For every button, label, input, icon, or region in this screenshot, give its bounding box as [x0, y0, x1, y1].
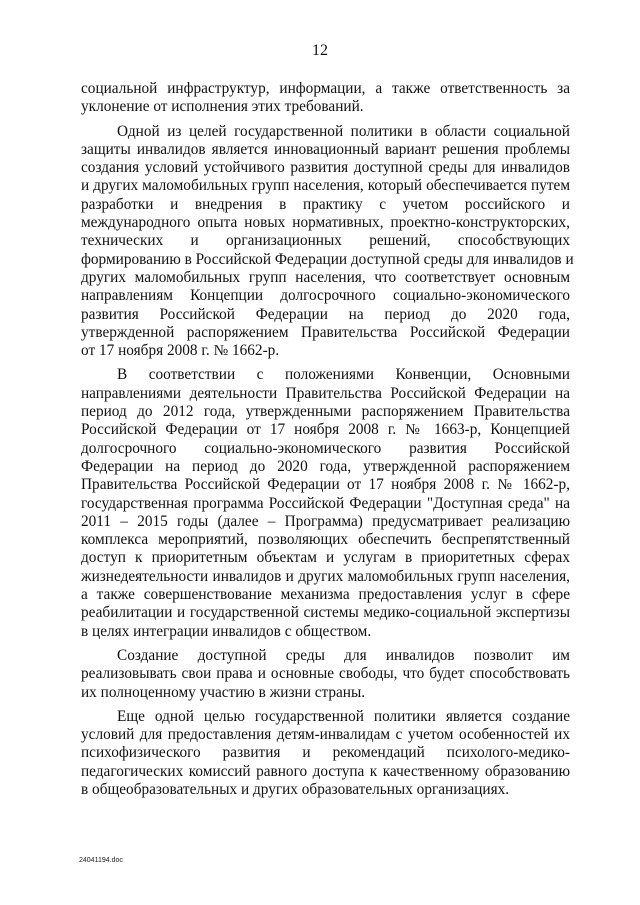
text-line: социальной инфраструктур, информации, а также ответственность за — [81, 80, 570, 97]
text-line: формированию в Российской Федерации доступной среды для инвалидов и — [81, 250, 574, 268]
footer-doc-id: 24041194.doc — [79, 857, 123, 864]
text-line: государственная программа Российской Федерации "Доступная среда" на — [81, 494, 570, 512]
text-line: и других маломобильных групп населения, который обеспечивается путем — [81, 177, 570, 195]
text-line: разработки и внедрения в практику с учетом российского и — [81, 195, 570, 213]
document-body — [81, 80, 574, 799]
text-line: условий для предоставления детям-инвалидам с учетом особенностей их — [81, 726, 570, 744]
text-line: Еще одной целью государственной политики является создание — [117, 707, 570, 725]
text-line: утвержденной распоряжением Правительства Российской Федерации — [81, 323, 570, 341]
text-line: Создание доступной среды для инвалидов позволит им — [117, 646, 570, 664]
text-line: Российской Федерации от 17 ноября 2008 г. № 1663-р, Концепцией — [81, 421, 570, 439]
text-line: в общеобразовательных и других образовательных организациях. — [81, 780, 510, 798]
text-line: доступ к приоритетным объектам и услугам в приоритетных сферах — [81, 549, 570, 567]
text-line: международного опыта новых нормативных, проектно-конструкторских, — [81, 214, 570, 232]
text-line: реабилитации и государственной системы медико-социальной экспертизы — [81, 604, 570, 622]
text-line: комплекса мероприятий, позволяющих обеспечить беспрепятственный — [81, 531, 570, 549]
text-line: направлениям Концепции долгосрочного социально-экономического — [81, 287, 570, 305]
text-line: психофизического развития и рекомендаций психолого-медико- — [81, 744, 570, 762]
paragraph — [81, 122, 574, 361]
text-line: других маломобильных групп населения, что соответствует основным — [81, 268, 570, 286]
text-line: Одной из целей государственной политики в области социальной — [117, 122, 570, 140]
text-line: уклонение от исполнения этих требований. — [81, 98, 364, 116]
text-line: период до 2012 года, утвержденными распоряжением Правительства — [81, 403, 570, 421]
paragraph — [81, 366, 570, 640]
text-line: 2011 – 2015 годы (далее – Программа) предусматривает реализацию — [81, 512, 570, 530]
text-line: защиты инвалидов является инновационный вариант решения проблемы — [81, 140, 570, 158]
paragraph — [81, 708, 570, 799]
text-line: создания условий устойчивого развития доступной среды для инвалидов — [81, 159, 570, 177]
text-line: их полноценному участию в жизни страны. — [81, 683, 366, 701]
paragraph — [81, 647, 570, 702]
text-line: развития Российской Федерации на период до 2020 года, — [81, 305, 570, 323]
page-number: 12 — [312, 42, 328, 59]
text-line: от 17 ноября 2008 г. № 1662-р. — [81, 342, 280, 360]
text-line: направлениями деятельности Правительства Российской Федерации на — [81, 384, 570, 402]
text-line: реализовывать свои права и основные свободы, что будет способствовать — [81, 665, 570, 683]
text-line: а также совершенствование механизма предоставления услуг в сфере — [81, 586, 570, 604]
text-line: в целях интеграции инвалидов с обществом. — [81, 622, 372, 640]
text-line: Федерации на период до 2020 года, утвержденной распоряжением — [81, 457, 570, 475]
text-line: жизнедеятельности инвалидов и других маломобильных групп населения, — [81, 567, 570, 585]
text-line: технических и организационных решений, способствующих — [81, 232, 570, 250]
text-line: долгосрочного социально-экономического развития Российской — [81, 439, 570, 457]
text-line: Правительства Российской Федерации от 17 ноября 2008 г. № 1662-р, — [81, 476, 570, 494]
paragraph — [81, 80, 570, 117]
text-line: педагогических комиссий равного доступа к качественному образованию — [81, 762, 570, 780]
text-line: В соответствии с положениями Конвенции, Основными — [117, 366, 570, 384]
